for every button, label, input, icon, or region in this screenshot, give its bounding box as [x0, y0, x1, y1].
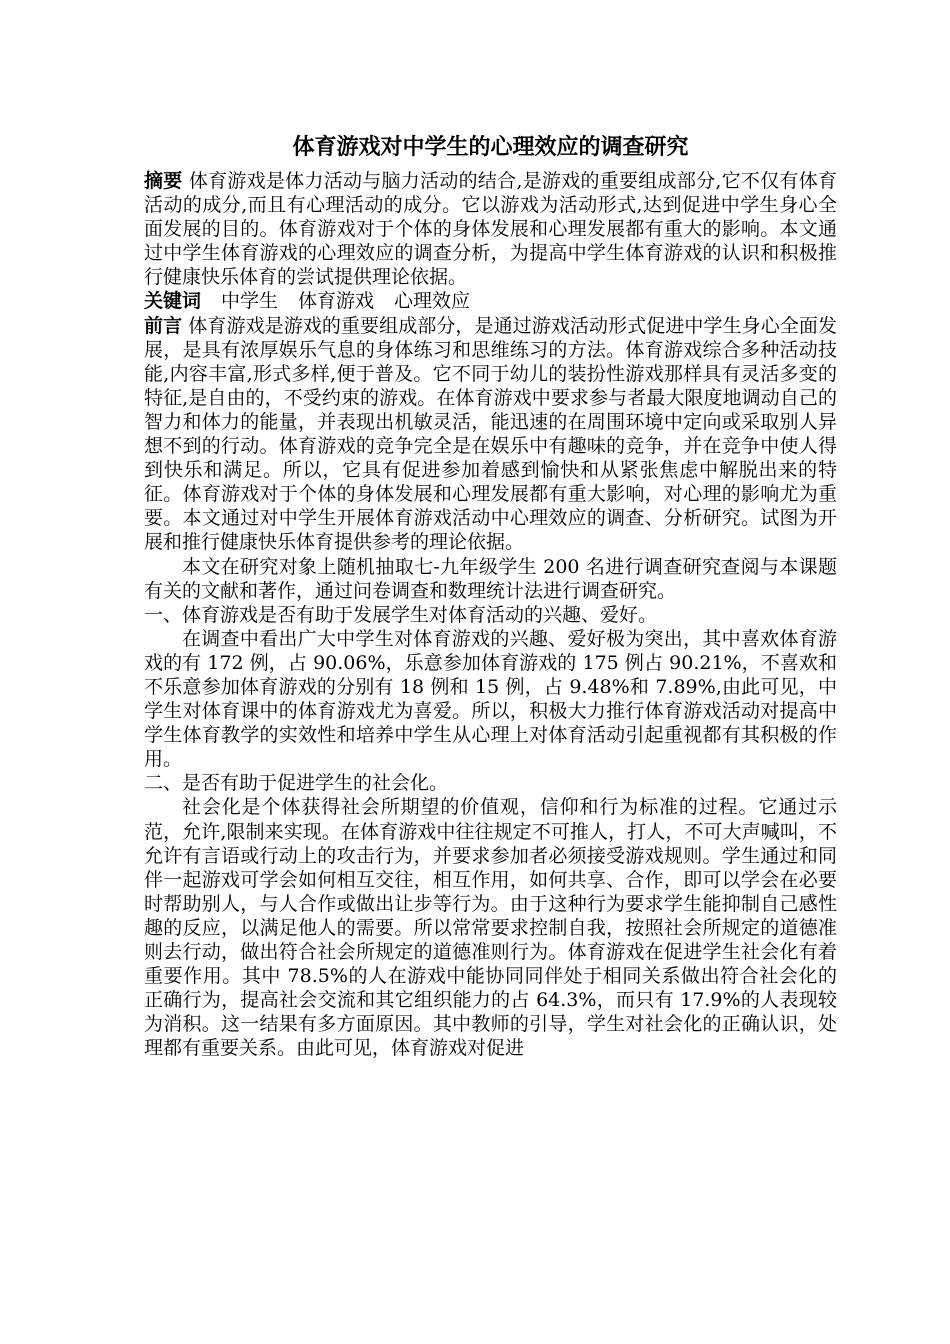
abstract-paragraph — [144, 169, 837, 289]
section-paragraph-2: 社会化是个体获得社会所期望的价值观，信仰和行为标准的过程。它通过示范，允许,限制来实现。在体育游戏中往往规定不可推人，打人，不可大声喊叫，不允许有言语或行动上的攻击行为，并要求参加者必须接受游戏规则。学生通过和同伴一起游戏可学会如何相互交往，相互作用，如何共享、合作，即可以学会在必要时帮助别人，与人合作或做出让步等行为。由于这种行为要求学生能抑制自己感性趣的反应，以满足他人的需要。所以常常要求控制自我，按照社会所规定的道德准则去行动，做出符合社会所规定的道德准则行为。体育游戏在促进学生社会化有着重要作用。其中 78.5%的人在游戏中能协同同伴处于相同关系做出符合社会化的正确行为，提高社会交流和其它组织能力的占 64.3%，而只有 17.9%的人表现较为消积。这一结果有多方面原因。其中教师的引导，学生对社会化的正确认识，处理都有重要关系。由此可见，体育游戏对促进 — [144, 796, 837, 1060]
preface-text: 体育游戏是游戏的重要组成部分，是通过游戏活动形式促进中学生身心全面发展，是具有浓厚娱乐气息的身体练习和思维练习的方法。体育游戏综合多种活动技能,内容丰富,形式多样,便于普及。它不同于幼儿的装扮性游戏那样具有灵活多变的特征,是自由的，不受约束的游戏。在体育游戏中要求参与者最大限度地调动自己的智力和体力的能量，并表现出机敏灵活，能迅速的在周围环境中定向或采取别人异想不到的行动。体育游戏的竞争完全是在娱乐中有趣味的竞争，并在竞争中使人得到快乐和满足。所以，它具有促进参加着感到愉快和从紧张焦虑中解脱出来的特征。体育游戏对于个体的身体发展和心理发展都有重大影响，对心理的影响尤为重要。本文通过对中学生开展体育游戏活动中心理效应的调查、分析研究。试图为开展和推行健康快乐体育提供参考的理论依据。 — [144, 314, 837, 554]
document-title: 体育游戏对中学生的心理效应的调查研究 — [292, 135, 689, 160]
keyword-item: 心理效应 — [394, 290, 471, 313]
keyword-item: 中学生 — [221, 290, 279, 313]
preface-label: 前言 — [144, 314, 183, 337]
section-heading-2: 二、是否有助于促进学生的社会化。 — [144, 772, 449, 795]
preface-paragraph — [144, 314, 837, 555]
method-paragraph: 本文在研究对象上随机抽取七-九年级学生 200 名进行调查研究查阅与本课题有关的文献和著作，通过问卷调查和数理统计法进行调查研究。 — [144, 555, 837, 602]
section-paragraph-1: 在调查中看出广大中学生对体育游戏的兴趣、爱好极为突出，其中喜欢体育游戏的有 172 例，占 90.06%，乐意参加体育游戏的 175 例占 90.21%，不喜欢和不乐意参加体育游戏的分别有 18 例和 15 例，占 9.48%和 7.89%,由此可见，中学生对体育课中的体育游戏尤为喜爱。所以，积极大力推行体育游戏活动对提高中学生体育教学的实效性和培养中学生从心理上对体育活动引起重视都有其积极的作用。 — [144, 627, 837, 771]
document-body — [144, 133, 837, 1060]
keywords-paragraph — [144, 289, 837, 313]
keyword-item: 体育游戏 — [298, 290, 375, 313]
abstract-text: 体育游戏是体力活动与脑力活动的结合,是游戏的重要组成部分,它不仅有体育活动的成分,而且有心理活动的成分。它以游戏为活动形式,达到促进中学生身心全面发展的目的。体育游戏对于个体的身体发展和心理发展都有重大的影响。本文通过中学生体育游戏的心理效应的调查分析，为提高中学生体育游戏的认识和积极推行健康快乐体育的尝试提供理论依据。 — [144, 170, 837, 289]
section-heading-1: 一、体育游戏是否有助于发展学生对体育活动的兴趣、爱好。 — [144, 603, 658, 626]
abstract-label: 摘要 — [144, 170, 183, 192]
keywords-label: 关键词 — [144, 290, 202, 313]
